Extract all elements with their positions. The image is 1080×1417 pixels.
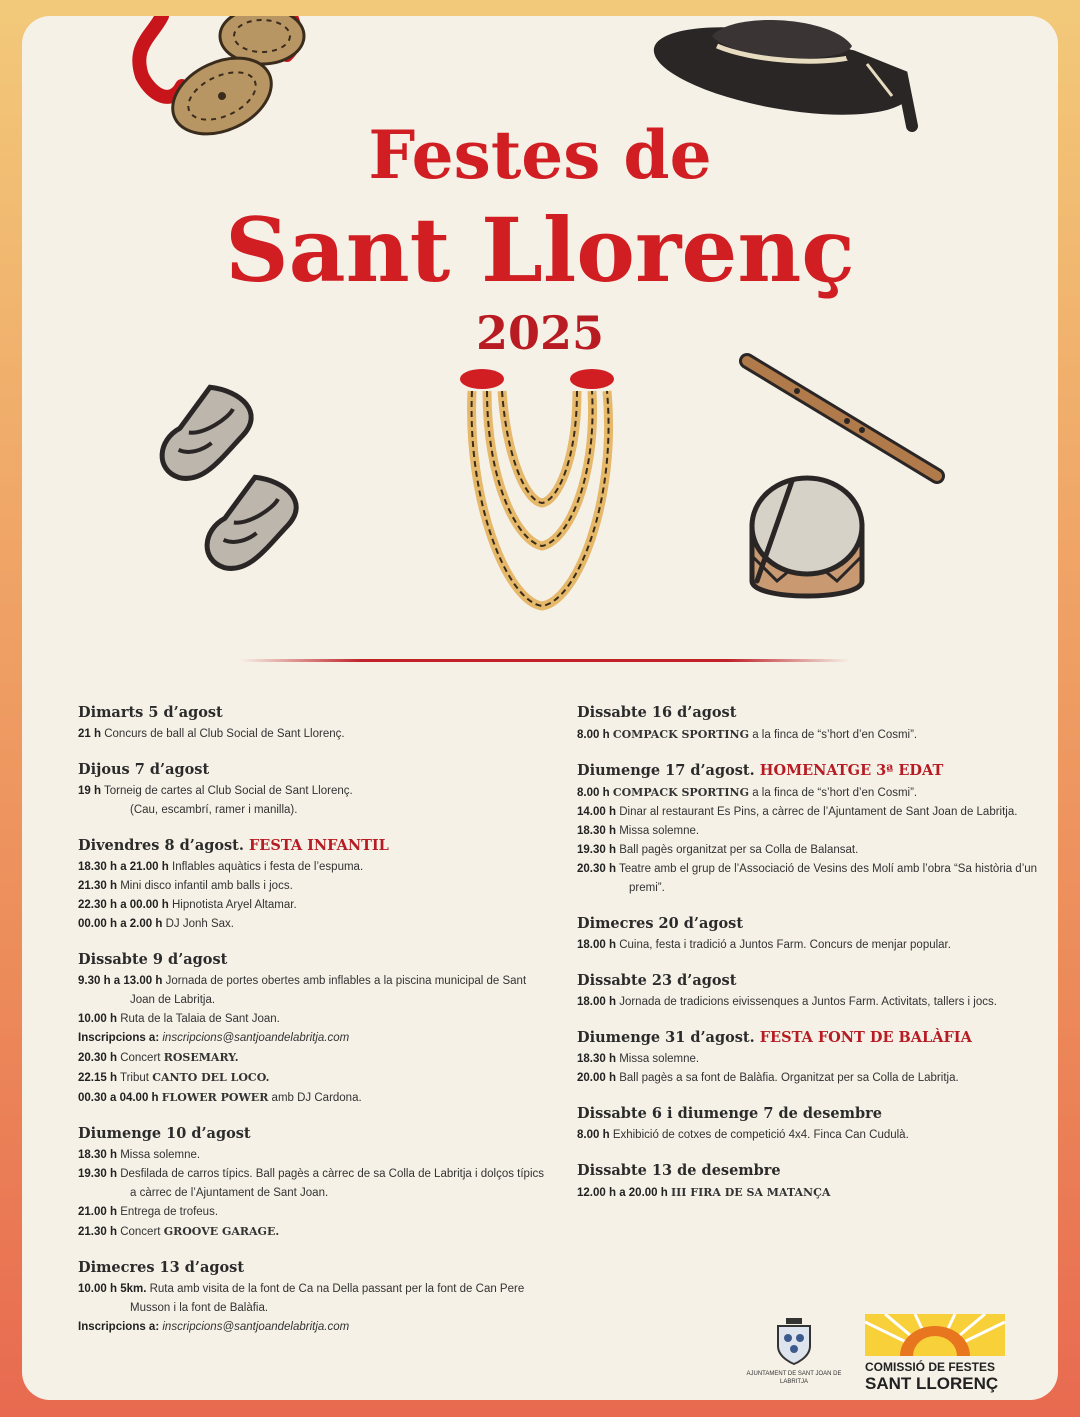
event-row (577, 936, 1047, 955)
event-time: 8.00 h (577, 787, 610, 799)
day-block (78, 951, 548, 1108)
day-block (577, 762, 1047, 898)
day-title-text: Dissabte 16 d’agost (577, 704, 737, 721)
event-time: 10.00 h 5km. (78, 1283, 147, 1295)
event-text: Ball pagès a sa font de Balàfia. Organitzat per sa Colla de Labritja. (619, 1072, 959, 1084)
day-block (78, 837, 548, 934)
day-title (78, 704, 548, 721)
drum-icon (737, 471, 877, 611)
event-time: 18.30 h (78, 1149, 117, 1161)
event-time: 18.30 h (577, 825, 616, 837)
event-text: Cuina, festa i tradició a Juntos Farm. Concurs de menjar popular. (619, 939, 951, 951)
shoes-icon (157, 381, 307, 596)
event-row (577, 822, 1047, 841)
ajuntament-text: AJUNTAMENT DE SANT JOAN DE LABRITJA (746, 1371, 842, 1385)
ajuntament-logo (744, 1316, 844, 1386)
commissio-logo (865, 1314, 1005, 1394)
event-row (577, 783, 1047, 803)
event-text: Entrega de trofeus. (120, 1206, 219, 1218)
event-text: Jornada de tradicions eivissenques a Juntos Farm. Activitats, tallers i jocs. (619, 996, 997, 1008)
event-text: Hipnotista Aryel Altamar. (172, 899, 297, 911)
day-title-text: Diumenge 10 d’agost (78, 1125, 251, 1142)
day-title-text: Dissabte 6 i diumenge 7 de desembre (577, 1105, 882, 1122)
event-time: 18.30 h a 21.00 h (78, 861, 169, 873)
event-highlight: COMPACK SPORTING (612, 728, 750, 741)
event-row (78, 782, 548, 801)
event-row (78, 1318, 548, 1337)
event-row (78, 1010, 548, 1029)
event-row (577, 725, 1047, 745)
day-block (577, 1029, 1047, 1088)
poster (22, 16, 1058, 1400)
schedule-right-column (577, 704, 1047, 1220)
event-text: Tribut (120, 1072, 149, 1084)
title-line1: Festes de (368, 116, 712, 194)
coat-of-arms-icon (744, 1316, 844, 1366)
necklace-icon (447, 351, 632, 621)
event-highlight: III FIRA DE SA MATANÇA (671, 1186, 831, 1199)
event-row (78, 896, 548, 915)
title-line2: Sant Llorenç (225, 198, 855, 302)
day-title (78, 1259, 548, 1276)
day-title (78, 761, 548, 778)
event-row (78, 1146, 548, 1165)
event-highlight: FLOWER POWER (161, 1091, 269, 1104)
day-title (577, 915, 1047, 932)
event-time: 19 h (78, 785, 102, 797)
event-after: amb DJ Cardona. (271, 1092, 362, 1104)
event-row (577, 1069, 1047, 1088)
event-time: 22.15 h (78, 1072, 117, 1084)
event-time: 14.00 h (577, 806, 616, 818)
day-title (577, 1105, 1047, 1122)
event-row (78, 1222, 548, 1242)
day-block (78, 761, 548, 820)
title-year: 2025 (475, 306, 605, 360)
event-row (577, 993, 1047, 1012)
day-title-text: Dissabte 23 d’agost (577, 972, 737, 989)
event-row (78, 858, 548, 877)
event-text: inscripcions@santjoandelabritja.com (162, 1321, 350, 1333)
event-text: Missa solemne. (120, 1149, 201, 1161)
event-time: 21.30 h (78, 1226, 117, 1238)
event-time: 9.30 h a 13.00 h (78, 975, 163, 987)
event-row (78, 1203, 548, 1222)
event-row (577, 841, 1047, 860)
event-text: Desfilada de carros típics. Ball pagès a càrrec de sa Colla de Labritja i dolços típics a càrrec de l’Ajuntament de Sant Joan. (120, 1168, 544, 1199)
day-title-text: Dimarts 5 d’agost (78, 704, 223, 721)
event-text: (Cau, escambrí, ramer i manilla). (130, 804, 298, 816)
day-title (78, 951, 548, 968)
event-time: 12.00 h a 20.00 h (577, 1187, 668, 1199)
event-row (78, 1088, 548, 1108)
event-time: 10.00 h (78, 1013, 117, 1025)
event-time: 19.30 h (78, 1168, 117, 1180)
commissio-line1: COMISSIÓ DE FESTES (865, 1360, 996, 1374)
event-time: 18.30 h (577, 1053, 616, 1065)
event-highlight: ROSEMARY. (163, 1051, 239, 1064)
event-text: Missa solemne. (619, 1053, 700, 1065)
event-text: Ball pagès organitzat per sa Colla de Balansat. (619, 844, 859, 856)
event-row (577, 860, 1047, 898)
event-text: Exhibició de cotxes de competició 4x4. Finca Can Cudulà. (612, 1129, 909, 1141)
day-title-text: Diumenge 31 d’agost. (577, 1029, 755, 1046)
event-row (78, 1029, 548, 1048)
day-title-text: Dissabte 13 de desembre (577, 1162, 781, 1179)
event-row (78, 801, 548, 820)
event-time: 18.00 h (577, 996, 616, 1008)
day-block (577, 915, 1047, 955)
event-after: a la finca de “s’hort d’en Cosmi”. (752, 787, 918, 799)
event-time: 21 h (78, 728, 102, 740)
day-title-text: Dimecres 20 d’agost (577, 915, 744, 932)
event-text: Torneig de cartes al Club Social de Sant Llorenç. (104, 785, 353, 797)
event-time: 20.30 h (577, 863, 616, 875)
event-text: inscripcions@santjoandelabritja.com (162, 1032, 350, 1044)
day-block (577, 1105, 1047, 1145)
event-text: Jornada de portes obertes amb inflables a la piscina municipal de Sant Joan de Labritja. (130, 975, 527, 1006)
event-text: Teatre amb el grup de l’Associació de Vesins des Molí amb l’obra “Sa història d’un premi”. (619, 863, 1038, 894)
day-block (78, 704, 548, 744)
event-row (577, 1183, 1047, 1203)
event-highlight: COMPACK SPORTING (612, 786, 750, 799)
day-title (577, 1029, 1047, 1046)
day-title-text: Divendres 8 d’agost. (78, 837, 244, 854)
event-time: 21.30 h (78, 880, 117, 892)
event-row (577, 1050, 1047, 1069)
event-time: 8.00 h (577, 729, 610, 741)
event-text: Inflables aquàtics i festa de l’espuma. (172, 861, 364, 873)
event-time: 8.00 h (577, 1129, 610, 1141)
day-title-text: Diumenge 17 d’agost. (577, 762, 755, 779)
event-row (78, 1048, 548, 1068)
day-block (577, 1162, 1047, 1203)
event-text: Concert (120, 1052, 161, 1064)
day-highlight: FESTA INFANTIL (249, 837, 389, 854)
divider (240, 659, 850, 662)
day-highlight: HOMENATGE 3ª EDAT (759, 762, 944, 779)
event-time: Inscripcions a: (78, 1321, 160, 1333)
day-title-text: Dissabte 9 d’agost (78, 951, 228, 968)
event-row (78, 1280, 548, 1318)
day-title (577, 762, 1047, 779)
event-row (78, 725, 548, 744)
event-time: 20.00 h (577, 1072, 616, 1084)
day-block (78, 1259, 548, 1337)
event-time: 18.00 h (577, 939, 616, 951)
event-time: 00.30 a 04.00 h (78, 1092, 159, 1104)
event-text: Mini disco infantil amb balls i jocs. (120, 880, 293, 892)
event-time: 21.00 h (78, 1206, 117, 1218)
day-title (78, 837, 548, 854)
day-block (78, 1125, 548, 1242)
day-block (577, 704, 1047, 745)
event-text: Concurs de ball al Club Social de Sant Llorenç. (104, 728, 345, 740)
event-text: Dinar al restaurant Es Pins, a càrrec de l’Ajuntament de Sant Joan de Labritja. (619, 806, 1018, 818)
event-row (577, 1126, 1047, 1145)
event-row (78, 1068, 548, 1088)
event-row (78, 915, 548, 934)
event-after: a la finca de “s’hort d’en Cosmi”. (752, 729, 918, 741)
event-row (78, 877, 548, 896)
day-title (577, 1162, 1047, 1179)
event-time: 19.30 h (577, 844, 616, 856)
event-text: Missa solemne. (619, 825, 700, 837)
event-text: Concert (120, 1226, 161, 1238)
day-title (577, 704, 1047, 721)
day-title-text: Dijous 7 d’agost (78, 761, 210, 778)
event-text: Ruta de la Talaia de Sant Joan. (120, 1013, 280, 1025)
event-highlight: GROOVE GARAGE. (163, 1225, 280, 1238)
event-row (577, 803, 1047, 822)
day-title (577, 972, 1047, 989)
event-time: Inscripcions a: (78, 1032, 160, 1044)
flute-icon (737, 346, 952, 491)
day-title (78, 1125, 548, 1142)
event-row (78, 1165, 548, 1203)
event-row (78, 972, 548, 1010)
event-text: Ruta amb visita de la font de Ca na Della passant per la font de Can Pere Musson i la font de Balàfia. (130, 1283, 525, 1314)
event-time: 00.00 h a 2.00 h (78, 918, 163, 930)
day-block (577, 972, 1047, 1012)
day-highlight: FESTA FONT DE BALÀFIA (759, 1029, 972, 1046)
event-time: 20.30 h (78, 1052, 117, 1064)
schedule-left-column (78, 704, 548, 1354)
event-highlight: CANTO DEL LOCO. (152, 1071, 270, 1084)
event-text: DJ Jonh Sax. (165, 918, 234, 930)
event-time: 22.30 h a 00.00 h (78, 899, 169, 911)
sun-logo-icon (865, 1314, 1005, 1356)
commissio-line2: SANT LLORENÇ (865, 1374, 999, 1393)
day-title-text: Dimecres 13 d’agost (78, 1259, 245, 1276)
